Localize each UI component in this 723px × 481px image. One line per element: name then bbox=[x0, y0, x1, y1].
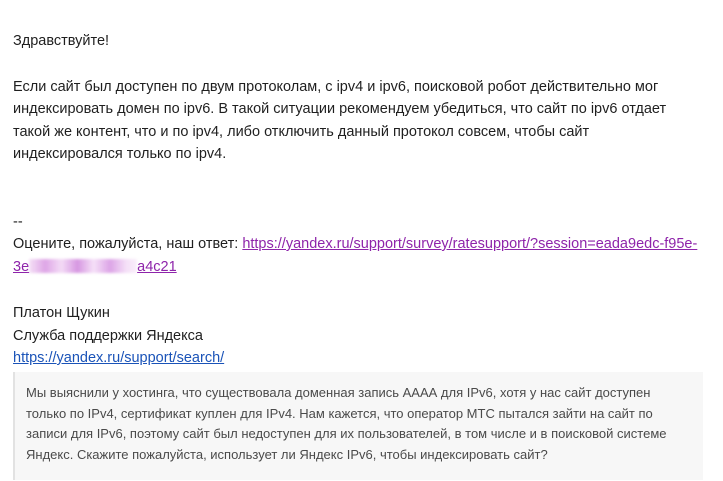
signature-separator: -- bbox=[13, 213, 23, 230]
greeting-text: Здравствуйте! bbox=[13, 33, 110, 49]
survey-link-end: a4c21 bbox=[137, 258, 177, 275]
rating-line bbox=[13, 233, 703, 278]
quoted-message-text: Мы выяснили у хостинга, что существовала доменная запись АААА для IPv6, хотя у нас сайт доступен только по IPv4, сертификат куплен для IPv4. Нам кажется, что оператор МТС пытался зайти на сайт по записи для IPv6, поэтому сайт был недоступен для их пользователей, в том числе и в поисковой системе Яндекс. Скажите пожалуйста, использует ли Яндекс IPv6, чтобы индексировать сайт? bbox=[26, 385, 667, 462]
signer-name: Платон Щукин bbox=[13, 305, 110, 321]
signature-block bbox=[13, 302, 703, 370]
quoted-message bbox=[13, 372, 703, 480]
redacted-blur bbox=[29, 259, 137, 273]
rating-prompt: Оцените, пожалуйста, наш ответ: bbox=[13, 236, 239, 252]
reply-paragraph: Если сайт был доступен по двум протоколам, с ipv4 и ipv6, поисковой робот действительно мог индексировать домен по ipv6. В такой ситуации рекомендуем убедиться, что сайт по ipv6 отдает такой же контент, что и по ipv4, либо отключить данный протокол совсем, чтобы сайт индексировался только по ipv4. bbox=[13, 78, 667, 162]
survey-link-start: https://yandex.ru/support/survey/ratesupport/?session=eada9edc-f95e-3e bbox=[13, 236, 698, 275]
support-link[interactable]: https://yandex.ru/support/search/ bbox=[13, 350, 225, 366]
email-body bbox=[13, 30, 703, 370]
signer-team: Служба поддержки Яндекса bbox=[13, 327, 203, 344]
